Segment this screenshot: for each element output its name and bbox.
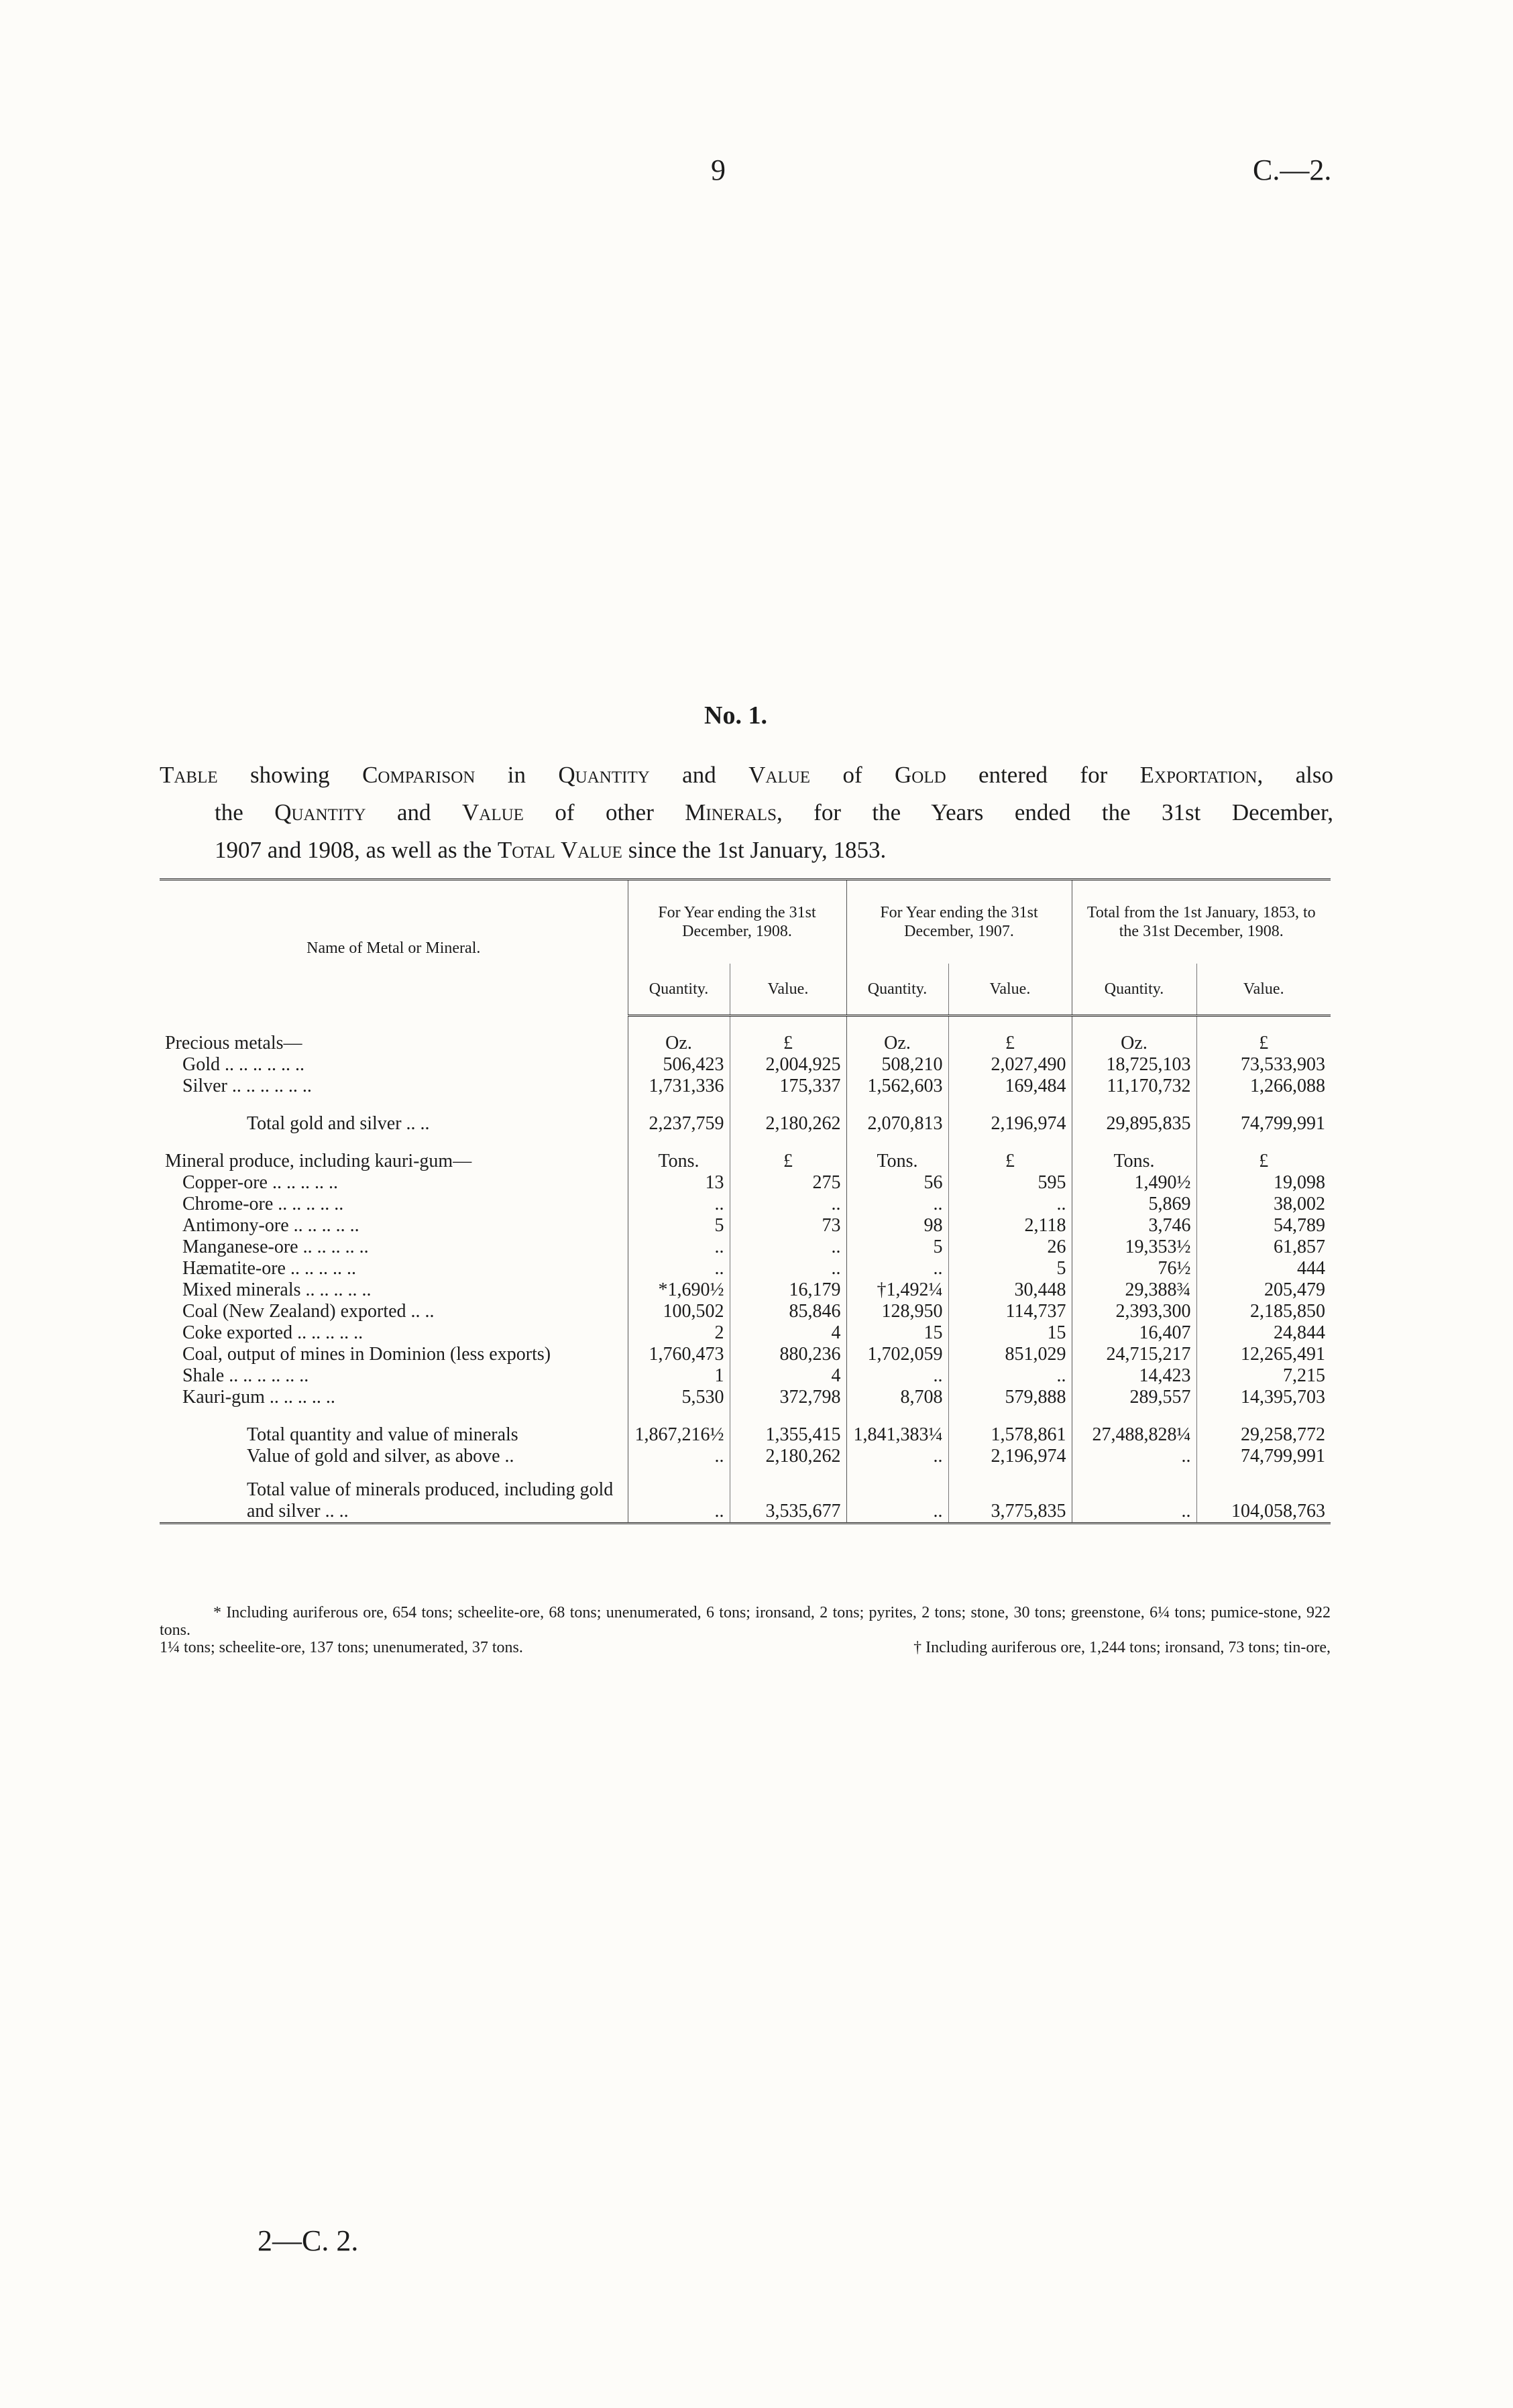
table-row: [160, 1258, 1331, 1279]
table-cell: 1,760,473: [628, 1344, 730, 1365]
table-cell: 275: [730, 1172, 846, 1194]
table-cell: ..: [1072, 1446, 1196, 1467]
table-cell: 12,265,491: [1196, 1344, 1331, 1365]
table-cell: 2,180,262: [730, 1446, 846, 1467]
table-cell: 14,423: [1072, 1365, 1196, 1387]
caption-text: entered for: [946, 762, 1140, 788]
table-body: [160, 1016, 1331, 1524]
table-row: [160, 1387, 1331, 1408]
table-cell: 205,479: [1196, 1279, 1331, 1301]
table-cell: 29,895,835: [1072, 1113, 1196, 1135]
table-cell: 2,027,490: [948, 1054, 1072, 1076]
unit-cell: Tons.: [1072, 1151, 1196, 1172]
table-cell: ..: [846, 1479, 948, 1524]
table-cell: 104,058,763: [1196, 1479, 1331, 1524]
mineral-table: [160, 878, 1331, 1524]
table-caption: [160, 756, 1333, 869]
table-cell: 8,708: [846, 1387, 948, 1408]
grand-total-row: [160, 1479, 1331, 1524]
quantity-header: Quantity.: [846, 964, 948, 1016]
table-cell: 15: [846, 1322, 948, 1344]
table-cell: 1,841,383¼: [846, 1424, 948, 1446]
table-cell: 15: [948, 1322, 1072, 1344]
table-cell: 114,737: [948, 1301, 1072, 1322]
table-cell: 26: [948, 1237, 1072, 1258]
table-cell: 2,185,850: [1196, 1301, 1331, 1322]
caption-word: Comparison: [362, 762, 475, 788]
caption-word: Value: [461, 799, 524, 825]
footnote-dagger-a: † Including auriferous ore, 1,244 tons; ironsand, 73 tons; tin-ore,: [913, 1639, 1331, 1656]
table-cell: 2,118: [948, 1215, 1072, 1237]
table-cell: 5,869: [1072, 1194, 1196, 1215]
table-cell: 73: [730, 1215, 846, 1237]
document-reference: C.—2.: [1253, 154, 1332, 186]
table-cell: 3,746: [1072, 1215, 1196, 1237]
unit-cell: £: [1196, 1033, 1331, 1054]
table-cell: 1,731,336: [628, 1076, 730, 1097]
table-cell: ..: [730, 1194, 846, 1215]
row-label: Mineral produce, including kauri-gum—: [165, 1151, 472, 1171]
table-cell: ..: [628, 1258, 730, 1279]
unit-cell: £: [1196, 1151, 1331, 1172]
table-cell: 5,530: [628, 1387, 730, 1408]
table-cell: 2,237,759: [628, 1113, 730, 1135]
caption-line-3: [160, 832, 1333, 869]
table-cell: 2,196,974: [948, 1446, 1072, 1467]
table-cell: 98: [846, 1215, 948, 1237]
table-cell: ..: [1072, 1479, 1196, 1524]
row-label: Silver .. .. .. .. .. ..: [182, 1076, 312, 1096]
table-cell: 1,867,216½: [628, 1424, 730, 1446]
table-cell: 2,393,300: [1072, 1301, 1196, 1322]
caption-text: showing: [217, 762, 363, 788]
table-cell: 13: [628, 1172, 730, 1194]
table-cell: 579,888: [948, 1387, 1072, 1408]
table-cell: ..: [846, 1365, 948, 1387]
table-cell: 2,070,813: [846, 1113, 948, 1135]
caption-text: since the 1st January, 1853.: [622, 837, 887, 863]
row-label: Coke exported .. .. .. .. ..: [182, 1322, 363, 1343]
table-cell: 2,004,925: [730, 1054, 846, 1076]
quantity-header: Quantity.: [1072, 964, 1196, 1016]
sheet-signature: 2—C. 2.: [258, 2224, 359, 2257]
table-row: [160, 1215, 1331, 1237]
total-row: [160, 1424, 1331, 1446]
unit-cell: Tons.: [846, 1151, 948, 1172]
table-cell: 1: [628, 1365, 730, 1387]
table-cell: †1,492¼: [846, 1279, 948, 1301]
caption-text: of other: [523, 799, 685, 825]
table-row: [160, 1054, 1331, 1076]
unit-cell: £: [948, 1151, 1072, 1172]
table-cell: 73,533,903: [1196, 1054, 1331, 1076]
table-row: [160, 1076, 1331, 1097]
row-label: Precious metals—: [165, 1033, 302, 1053]
table-cell: 56: [846, 1172, 948, 1194]
table-row: [160, 1322, 1331, 1344]
value-header: Value.: [948, 964, 1072, 1016]
year-1907-header: For Year ending the 31st December, 1907.: [846, 880, 1072, 964]
footnote-star: * Including auriferous ore, 654 tons; scheelite-ore, 68 tons; unenumerated, 6 tons; ironsand, 2 tons; pyrites, 2 tons; stone, 30 tons; greenstone, 6¼ tons; pumice-stone, 922 tons.: [160, 1604, 1331, 1639]
table-row: [160, 1172, 1331, 1194]
table-cell: 19,098: [1196, 1172, 1331, 1194]
caption-word: Quantity: [274, 799, 366, 825]
row-label: Manganese-ore .. .. .. .. ..: [182, 1237, 369, 1257]
row-label: Antimony-ore .. .. .. .. ..: [182, 1215, 359, 1236]
table-cell: 30,448: [948, 1279, 1072, 1301]
table-cell: 4: [730, 1365, 846, 1387]
total-row: [160, 1446, 1331, 1467]
unit-cell: Tons.: [628, 1151, 730, 1172]
table-cell: 85,846: [730, 1301, 846, 1322]
table-cell: 1,490½: [1072, 1172, 1196, 1194]
table-cell: ..: [628, 1479, 730, 1524]
table-cell: 3,775,835: [948, 1479, 1072, 1524]
table-cell: 372,798: [730, 1387, 846, 1408]
table-cell: 16,407: [1072, 1322, 1196, 1344]
caption-word: Value: [748, 762, 811, 788]
table-cell: ..: [628, 1194, 730, 1215]
table-cell: 11,170,732: [1072, 1076, 1196, 1097]
table-cell: ..: [730, 1258, 846, 1279]
caption-text: of: [810, 762, 895, 788]
table-cell: ..: [846, 1258, 948, 1279]
row-label: Coal (New Zealand) exported .. ..: [182, 1301, 435, 1322]
table-cell: 29,258,772: [1196, 1424, 1331, 1446]
unit-cell: Oz.: [628, 1033, 730, 1054]
table-row: [160, 1365, 1331, 1387]
table-cell: 24,844: [1196, 1322, 1331, 1344]
table-cell: ..: [846, 1194, 948, 1215]
total-row: [160, 1113, 1331, 1135]
caption-word: Minerals: [685, 799, 777, 825]
unit-cell: £: [730, 1151, 846, 1172]
caption-word: Quantity: [558, 762, 650, 788]
table-cell: ..: [846, 1446, 948, 1467]
table-cell: 16,179: [730, 1279, 846, 1301]
table-cell: 851,029: [948, 1344, 1072, 1365]
table-cell: ..: [948, 1194, 1072, 1215]
table-cell: 24,715,217: [1072, 1344, 1196, 1365]
table-cell: ..: [948, 1365, 1072, 1387]
table-cell: 595: [948, 1172, 1072, 1194]
table-cell: 7,215: [1196, 1365, 1331, 1387]
table-cell: 29,388¾: [1072, 1279, 1196, 1301]
row-label: Total quantity and value of minerals: [247, 1424, 518, 1445]
table-header: [160, 880, 1331, 1016]
caption-line-1: [160, 756, 1333, 794]
table-cell: 18,725,103: [1072, 1054, 1196, 1076]
value-header: Value.: [730, 964, 846, 1016]
footnotes: [160, 1604, 1331, 1656]
table-cell: 444: [1196, 1258, 1331, 1279]
table-cell: 74,799,991: [1196, 1113, 1331, 1135]
table-cell: 74,799,991: [1196, 1446, 1331, 1467]
caption-word: Total Value: [497, 837, 622, 863]
table-cell: 19,353½: [1072, 1237, 1196, 1258]
table-cell: 3,535,677: [730, 1479, 846, 1524]
table-cell: 1,562,603: [846, 1076, 948, 1097]
table-cell: 5: [846, 1237, 948, 1258]
table-cell: 2: [628, 1322, 730, 1344]
row-label: Kauri-gum .. .. .. .. ..: [182, 1387, 335, 1408]
table-cell: 4: [730, 1322, 846, 1344]
row-label: Value of gold and silver, as above ..: [247, 1446, 514, 1467]
table-row: [160, 1301, 1331, 1322]
table-row: [160, 1344, 1331, 1365]
table-number: No. 1.: [704, 701, 767, 730]
unit-cell: Oz.: [846, 1033, 948, 1054]
year-1908-header: For Year ending the 31st December, 1908.: [628, 880, 846, 964]
table-cell: 880,236: [730, 1344, 846, 1365]
table-cell: 1,702,059: [846, 1344, 948, 1365]
table-cell: 175,337: [730, 1076, 846, 1097]
table-cell: 2,196,974: [948, 1113, 1072, 1135]
row-label: Gold .. .. .. .. .. ..: [182, 1054, 304, 1075]
table-cell: 5: [628, 1215, 730, 1237]
table-cell: 76½: [1072, 1258, 1196, 1279]
unit-cell: £: [948, 1033, 1072, 1054]
table-cell: ..: [730, 1237, 846, 1258]
caption-word: Table: [160, 762, 218, 788]
row-label: Coal, output of mines in Dominion (less exports): [182, 1344, 551, 1365]
caption-line-2: [160, 794, 1333, 832]
table-row: [160, 1194, 1331, 1215]
row-label: Shale .. .. .. .. .. ..: [182, 1365, 309, 1386]
unit-cell: Oz.: [1072, 1033, 1196, 1054]
table-cell: 61,857: [1196, 1237, 1331, 1258]
table-cell: ..: [628, 1446, 730, 1467]
row-label: Chrome-ore .. .. .. .. ..: [182, 1194, 344, 1214]
page-number: 9: [711, 154, 726, 186]
table-cell: *1,690½: [628, 1279, 730, 1301]
caption-word: Exportation: [1139, 762, 1257, 788]
row-label: Copper-ore .. .. .. .. ..: [182, 1172, 338, 1193]
caption-text: and: [649, 762, 749, 788]
name-column-header: Name of Metal or Mineral.: [160, 880, 628, 1016]
table-cell: 1,266,088: [1196, 1076, 1331, 1097]
table-cell: 38,002: [1196, 1194, 1331, 1215]
total-since-1853-header: Total from the 1st January, 1853, to the 31st December, 1908.: [1072, 880, 1331, 964]
table-cell: ..: [628, 1237, 730, 1258]
table-cell: 1,355,415: [730, 1424, 846, 1446]
table-cell: 508,210: [846, 1054, 948, 1076]
unit-cell: £: [730, 1033, 846, 1054]
table-cell: 100,502: [628, 1301, 730, 1322]
table-row: [160, 1279, 1331, 1301]
quantity-header: Quantity.: [628, 964, 730, 1016]
table-row: [160, 1237, 1331, 1258]
table-cell: 169,484: [948, 1076, 1072, 1097]
caption-text: in: [475, 762, 559, 788]
footnote-dagger-line: [160, 1639, 1331, 1656]
footnote-dagger-b: 1¼ tons; scheelite-ore, 137 tons; unenumerated, 37 tons.: [160, 1639, 523, 1656]
row-label: Total value of minerals produced, including gold and silver .. ..: [160, 1479, 628, 1524]
row-label: Total gold and silver .. ..: [247, 1113, 430, 1134]
table-cell: 54,789: [1196, 1215, 1331, 1237]
caption-text: and: [366, 799, 462, 825]
table-cell: 27,488,828¼: [1072, 1424, 1196, 1446]
table-cell: 2,180,262: [730, 1113, 846, 1135]
table-cell: 14,395,703: [1196, 1387, 1331, 1408]
table-cell: 1,578,861: [948, 1424, 1072, 1446]
value-header: Value.: [1196, 964, 1331, 1016]
row-label: Mixed minerals .. .. .. .. ..: [182, 1279, 372, 1300]
section-heading-row: [160, 1151, 1331, 1172]
table-cell: 506,423: [628, 1054, 730, 1076]
table-cell: 5: [948, 1258, 1072, 1279]
caption-text: , for the Years ended the 31st December,: [776, 799, 1333, 825]
caption-text: 1907 and 1908, as well as the: [215, 837, 498, 863]
section-heading-row: [160, 1033, 1331, 1054]
table-cell: 289,557: [1072, 1387, 1196, 1408]
caption-text: , also: [1257, 762, 1333, 788]
caption-word: Gold: [895, 762, 946, 788]
table-cell: 128,950: [846, 1301, 948, 1322]
row-label: Hæmatite-ore .. .. .. .. ..: [182, 1258, 356, 1279]
caption-text: the: [215, 799, 275, 825]
